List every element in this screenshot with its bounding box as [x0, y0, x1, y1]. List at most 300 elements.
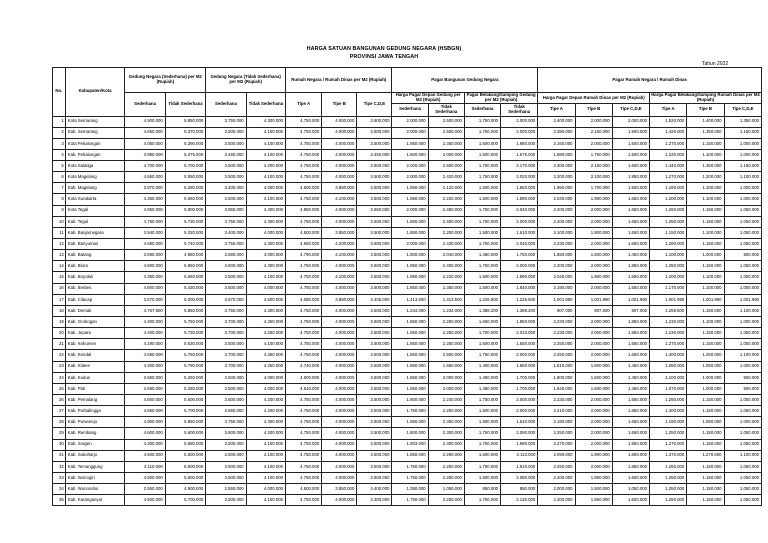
price-cell: 1.650.000 — [612, 395, 649, 406]
row-number-cell: 28 — [53, 417, 66, 428]
price-cell: 1.950.000 — [538, 183, 575, 194]
price-cell: 3.500.000 — [206, 127, 246, 138]
price-cell: 1.220.000 — [650, 149, 687, 160]
price-cell: 4.300.000 — [246, 216, 285, 227]
price-cell: 1.100.000 — [687, 317, 724, 328]
price-cell: 4.000.000 — [322, 417, 357, 428]
price-cell: 5.660.000 — [165, 272, 205, 283]
price-cell: 3.500.000 — [357, 395, 392, 406]
price-cell: 1.950.000 — [575, 473, 612, 484]
table-row — [53, 161, 762, 172]
price-cell: 1.000.000 — [724, 283, 761, 294]
price-cell: 3.500.000 — [206, 439, 246, 450]
price-cell: 1.050.000 — [724, 216, 761, 227]
price-cell: 1.850.000 — [392, 372, 428, 383]
price-cell: 1.850.000 — [392, 283, 428, 294]
price-cell: 1.000.000 — [687, 372, 724, 383]
table-row — [53, 261, 762, 272]
price-cell: 2.230.000 — [538, 317, 575, 328]
price-cell: 2.500.000 — [428, 116, 464, 127]
price-cell: 4.000.000 — [322, 149, 357, 160]
price-cell: 1.600.000 — [612, 161, 649, 172]
price-cell: 1.001.990 — [724, 294, 761, 305]
price-cell: 4.100.000 — [246, 439, 285, 450]
price-cell: 1.800.000 — [392, 428, 428, 439]
price-cell: 3.500.000 — [206, 383, 246, 394]
price-cell: 2.250.000 — [538, 428, 575, 439]
price-cell: 1.050.000 — [650, 361, 687, 372]
table-row — [53, 450, 762, 461]
price-cell: 2.220.000 — [428, 272, 464, 283]
price-cell: 1.200.000 — [650, 272, 687, 283]
price-cell: 1.070.000 — [650, 383, 687, 394]
table-row — [53, 417, 762, 428]
price-cell: 1.050.000 — [724, 227, 761, 238]
price-cell: 1.250.000 — [650, 495, 687, 506]
header-tidak-sederhana: Tidak Sederhana — [428, 104, 464, 117]
price-cell: 4.750.000 — [286, 127, 322, 138]
price-cell: 5.850.000 — [165, 305, 205, 316]
header-tipe-a: Tipe A — [538, 104, 575, 117]
price-cell: 4.000.000 — [322, 439, 357, 450]
price-cell: 1.259.500 — [650, 305, 687, 316]
price-cell: 1.150.000 — [687, 239, 724, 250]
price-cell: 4.750.000 — [286, 283, 322, 294]
price-cell: 2.000.000 — [501, 116, 538, 127]
table-row — [53, 372, 762, 383]
row-number-cell: 26 — [53, 395, 66, 406]
price-cell: 1.150.000 — [687, 328, 724, 339]
price-cell: 1.750.000 — [501, 250, 538, 261]
price-cell: 4.000.000 — [322, 116, 357, 127]
price-cell: 1.150.000 — [650, 227, 687, 238]
price-cell: 2.000.000 — [575, 328, 612, 339]
price-cell: 5.790.000 — [165, 361, 205, 372]
price-cell: 4.400.000 — [246, 205, 285, 216]
price-cell: 900.000 — [724, 372, 761, 383]
price-cell: 4.080.000 — [286, 294, 322, 305]
kabupaten-cell: Kab. Semarang — [65, 127, 125, 138]
price-cell: 1.600.000 — [464, 473, 500, 484]
price-cell: 2.000.000 — [392, 116, 428, 127]
price-cell: 4.790.000 — [286, 250, 322, 261]
price-cell: 1.950.000 — [575, 495, 612, 506]
price-cell: 1.050.000 — [392, 484, 428, 495]
price-cell: 2.500.000 — [428, 127, 464, 138]
price-cell: 5.600.000 — [165, 395, 205, 406]
document-title: HARGA SATUAN BANGUNAN GEDUNG NEGARA (HSBGN) — [306, 46, 462, 52]
price-cell: 1.950.000 — [501, 317, 538, 328]
price-cell: 4.200.000 — [246, 395, 285, 406]
price-cell: 4.000.000 — [246, 283, 285, 294]
price-cell: 4.900.000 — [125, 417, 165, 428]
price-cell: 3.500.000 — [206, 339, 246, 350]
price-cell: 1.000.000 — [724, 194, 761, 205]
table-body — [53, 116, 762, 506]
price-cell: 4.000.000 — [322, 473, 357, 484]
price-cell: 1.910.000 — [501, 461, 538, 472]
price-cell: 1.150.000 — [724, 127, 761, 138]
price-cell: 1.000.000 — [724, 317, 761, 328]
price-cell: 2.250.000 — [428, 461, 464, 472]
price-cell: 2.090.000 — [501, 428, 538, 439]
price-cell: 2.150.000 — [575, 127, 612, 138]
price-cell: 1.850.000 — [392, 317, 428, 328]
price-cell: 4.750.000 — [286, 439, 322, 450]
price-cell: 2.000.000 — [501, 216, 538, 227]
price-cell: 3.400.000 — [206, 227, 246, 238]
price-cell: 1.050.000 — [612, 484, 649, 495]
price-cell: 1.250.000 — [650, 261, 687, 272]
price-cell: 1.700.000 — [501, 372, 538, 383]
price-cell: 1.440.000 — [650, 161, 687, 172]
price-cell: 1.150.000 — [687, 305, 724, 316]
table-row — [53, 172, 762, 183]
price-cell: 1.600.000 — [575, 361, 612, 372]
price-cell: 1.650.000 — [612, 417, 649, 428]
price-cell: 2.000.000 — [575, 350, 612, 361]
price-cell: 4.100.000 — [246, 473, 285, 484]
price-cell: 2.000.000 — [392, 172, 428, 183]
header-pagar-gedung: Pagar Bangunan Gedung Negara — [392, 68, 538, 93]
price-cell: 1.500.000 — [464, 149, 500, 160]
price-cell: 1.100.000 — [687, 227, 724, 238]
price-cell: 3.750.000 — [206, 239, 246, 250]
kabupaten-cell: Kab. Sukoharjo — [65, 450, 125, 461]
row-number-cell: 22 — [53, 350, 66, 361]
price-cell: 1.250.000 — [650, 473, 687, 484]
price-cell: 3.300.000 — [357, 495, 392, 506]
price-cell: 5.700.000 — [165, 406, 205, 417]
price-cell: 3.500.000 — [206, 172, 246, 183]
price-cell: 3.850.000 — [322, 183, 357, 194]
price-cell: 5.370.000 — [165, 127, 205, 138]
price-cell: 3.600.000 — [357, 361, 392, 372]
table-row — [53, 305, 762, 316]
price-cell: 1.270.000 — [650, 439, 687, 450]
price-cell: 2.500.000 — [428, 161, 464, 172]
price-cell: 4.000.000 — [246, 383, 285, 394]
row-number-cell: 4 — [53, 149, 66, 160]
price-cell: 3.750.000 — [206, 116, 246, 127]
row-number-cell: 13 — [53, 250, 66, 261]
price-cell: 1.001.990 — [612, 294, 649, 305]
price-cell: 4.660.000 — [125, 172, 165, 183]
price-cell: 1.600.000 — [464, 450, 500, 461]
price-cell: 1.050.000 — [724, 261, 761, 272]
price-cell: 3.500.000 — [206, 138, 246, 149]
row-number-cell: 31 — [53, 450, 66, 461]
price-cell: 4.200.000 — [246, 428, 285, 439]
table-row — [53, 406, 762, 417]
price-cell: 3.650.000 — [206, 406, 246, 417]
price-cell: 2.290.000 — [428, 450, 464, 461]
price-cell: 1.370.000 — [650, 450, 687, 461]
price-cell: 1.450.000 — [612, 250, 649, 261]
price-cell: 2.000.000 — [428, 372, 464, 383]
price-cell: 1.050.000 — [724, 406, 761, 417]
price-cell: 1.050.000 — [724, 428, 761, 439]
price-cell: 4.750.000 — [286, 395, 322, 406]
price-cell: 1.880.000 — [538, 149, 575, 160]
price-cell: 2.100.000 — [575, 172, 612, 183]
price-cell: 3.650.000 — [357, 205, 392, 216]
price-cell: 4.000.000 — [322, 495, 357, 506]
price-cell: 3.990.000 — [125, 149, 165, 160]
price-cell: 3.750.000 — [206, 417, 246, 428]
price-cell: 1.388.200 — [464, 305, 500, 316]
price-cell: 2.000.000 — [575, 239, 612, 250]
price-cell: 1.600.000 — [612, 495, 649, 506]
kabupaten-cell: Kota Semarang — [65, 116, 125, 127]
price-cell: 5.390.000 — [165, 138, 205, 149]
price-cell: 1.850.000 — [612, 461, 649, 472]
price-cell: 1.150.000 — [687, 461, 724, 472]
price-cell: 3.600.000 — [357, 350, 392, 361]
price-cell: 1.250.000 — [650, 484, 687, 495]
price-cell: 2.230.000 — [538, 395, 575, 406]
price-cell: 4.000.000 — [246, 484, 285, 495]
price-cell: 1.800.000 — [575, 227, 612, 238]
price-cell: 4.750.000 — [286, 406, 322, 417]
kabupaten-cell: Kab. Kebumen — [65, 339, 125, 350]
price-cell: 4.400.000 — [125, 361, 165, 372]
price-cell: 2.000.000 — [428, 383, 464, 394]
document-subtitle: PROVINSI JAWA TENGAH — [349, 54, 419, 60]
row-number-cell: 32 — [53, 461, 66, 472]
price-cell: 4.000.000 — [322, 317, 357, 328]
price-cell: 4.300.000 — [246, 116, 285, 127]
table-row — [53, 216, 762, 227]
price-cell: 2.270.000 — [538, 439, 575, 450]
price-cell: 4.500.000 — [125, 450, 165, 461]
price-cell: 4.000.000 — [322, 350, 357, 361]
row-number-cell: 35 — [53, 495, 66, 506]
price-cell: 1.270.000 — [650, 138, 687, 149]
price-cell: 1.226.500 — [501, 294, 538, 305]
price-cell: 5.750.000 — [165, 350, 205, 361]
kabupaten-cell: Kab. Grobogan — [65, 317, 125, 328]
price-cell: 4.000.000 — [246, 227, 285, 238]
price-cell: 907.000 — [612, 305, 649, 316]
price-cell: 2.000.000 — [612, 116, 649, 127]
price-cell: 4.200.000 — [246, 406, 285, 417]
price-cell: 5.730.000 — [165, 216, 205, 227]
price-cell: 3.500.000 — [357, 428, 392, 439]
price-cell: 3.600.000 — [357, 339, 392, 350]
row-number-cell: 33 — [53, 473, 66, 484]
price-cell: 4.750.000 — [286, 450, 322, 461]
price-cell: 4.500.000 — [125, 473, 165, 484]
price-cell: 2.200.000 — [538, 172, 575, 183]
price-cell: 2.200.000 — [538, 205, 575, 216]
row-number-cell: 17 — [53, 294, 66, 305]
kabupaten-cell: Kab. Banjarnegara — [65, 227, 125, 238]
price-cell: 4.100.000 — [322, 272, 357, 283]
price-cell: 3.940.000 — [125, 227, 165, 238]
price-cell: 1.450.000 — [464, 250, 500, 261]
price-cell: 2.000.000 — [575, 116, 612, 127]
price-cell: 4.000.000 — [322, 328, 357, 339]
price-cell: 4.000.000 — [322, 261, 357, 272]
price-cell: 1.270.000 — [650, 172, 687, 183]
price-cell: 2.000.000 — [392, 239, 428, 250]
price-cell: 1.800.000 — [612, 450, 649, 461]
price-cell: 1.050.000 — [724, 473, 761, 484]
price-cell: 1.650.000 — [612, 194, 649, 205]
price-cell: 1.750.000 — [464, 395, 500, 406]
header-no: No. — [53, 68, 66, 117]
row-number-cell: 23 — [53, 361, 66, 372]
price-cell: 1.750.000 — [464, 205, 500, 216]
price-cell: 4.300.000 — [246, 261, 285, 272]
price-cell: 1.200.000 — [650, 194, 687, 205]
price-cell: 4.400.000 — [125, 317, 165, 328]
price-cell: 4.750.000 — [286, 149, 322, 160]
kabupaten-cell: Kota Magelang — [65, 172, 125, 183]
table-row — [53, 461, 762, 472]
row-number-cell: 10 — [53, 216, 66, 227]
price-cell: 1.750.000 — [464, 172, 500, 183]
price-cell: 1.600.000 — [575, 372, 612, 383]
price-cell: 1.150.000 — [687, 216, 724, 227]
price-cell: 1.150.000 — [687, 339, 724, 350]
price-cell: 3.500.000 — [206, 495, 246, 506]
price-cell: 4.750.000 — [286, 495, 322, 506]
price-cell: 1.650.000 — [612, 239, 649, 250]
price-cell: 3.750.000 — [206, 216, 246, 227]
price-cell: 3.590.000 — [206, 250, 246, 261]
row-number-cell: 30 — [53, 439, 66, 450]
row-number-cell: 16 — [53, 283, 66, 294]
price-cell: 4.300.000 — [246, 305, 285, 316]
price-cell: 4.740.000 — [286, 361, 322, 372]
price-cell: 1.050.000 — [428, 484, 464, 495]
price-cell: 5.320.000 — [165, 227, 205, 238]
price-cell: 1.980.000 — [501, 439, 538, 450]
header-sederhana: Sederhana — [464, 104, 500, 117]
price-cell: 2.010.000 — [501, 328, 538, 339]
price-cell: 4.000.000 — [246, 250, 285, 261]
price-cell: 1.050.000 — [724, 395, 761, 406]
row-number-cell: 9 — [53, 205, 66, 216]
table-row — [53, 127, 762, 138]
row-number-cell: 5 — [53, 161, 66, 172]
price-cell: 1.190.000 — [650, 417, 687, 428]
price-cell: 4.000.000 — [322, 361, 357, 372]
price-cell: 1.750.000 — [392, 495, 428, 506]
price-cell: 3.600.000 — [357, 317, 392, 328]
price-cell: 2.000.000 — [501, 261, 538, 272]
price-cell: 5.430.000 — [165, 283, 205, 294]
price-cell: 1.270.000 — [687, 450, 724, 461]
price-cell: 1.000.000 — [724, 417, 761, 428]
price-cell: 2.040.000 — [501, 239, 538, 250]
row-number-cell: 12 — [53, 239, 66, 250]
price-cell: 1.750.000 — [464, 495, 500, 506]
kabupaten-cell: Kota Surakarta — [65, 194, 125, 205]
price-cell: 5.500.000 — [165, 461, 205, 472]
price-cell: 2.250.000 — [538, 339, 575, 350]
price-cell: 2.220.000 — [428, 194, 464, 205]
price-cell: 4.600.000 — [286, 372, 322, 383]
price-cell: 1.900.000 — [612, 127, 649, 138]
kabupaten-cell: Kab. Cilacap — [65, 294, 125, 305]
price-cell: 4.000.000 — [322, 283, 357, 294]
price-cell: 1.980.000 — [501, 138, 538, 149]
price-cell: 4.000.000 — [322, 372, 357, 383]
price-cell: 4.100.000 — [246, 138, 285, 149]
kabupaten-cell: Kab. Rembang — [65, 428, 125, 439]
price-cell: 1.650.000 — [612, 350, 649, 361]
price-cell: 2.200.000 — [538, 261, 575, 272]
price-cell: 4.750.000 — [286, 328, 322, 339]
table-row — [53, 283, 762, 294]
price-cell: 1.000.000 — [687, 383, 724, 394]
header-sederhana: Sederhana — [206, 93, 246, 117]
price-cell: 2.390.000 — [538, 127, 575, 138]
header-pagar-rumah-depan: Harga Pagar Depan Rumah Dinas per M2 (Rupiah) — [538, 93, 650, 104]
price-cell: 1.600.000 — [464, 339, 500, 350]
price-cell: 1.100.000 — [650, 250, 687, 261]
price-cell: 1.850.000 — [392, 339, 428, 350]
price-cell: 1.850.000 — [612, 261, 649, 272]
price-cell: 1.413.500 — [428, 294, 464, 305]
price-cell: 1.350.000 — [687, 127, 724, 138]
row-number-cell: 14 — [53, 261, 66, 272]
price-cell: 1.050.000 — [687, 361, 724, 372]
price-cell: 1.100.000 — [724, 305, 761, 316]
price-cell: 1.500.000 — [464, 183, 500, 194]
price-cell: 1.520.000 — [650, 116, 687, 127]
price-cell: 4.250.000 — [246, 350, 285, 361]
price-cell: 1.810.000 — [538, 361, 575, 372]
price-cell: 850.000 — [501, 484, 538, 495]
price-cell: 1.850.000 — [392, 183, 428, 194]
price-cell: 1.700.000 — [464, 328, 500, 339]
price-cell: 1.500.000 — [464, 283, 500, 294]
price-cell: 1.750.000 — [575, 149, 612, 160]
kabupaten-cell: Kab. Wonogiri — [65, 473, 125, 484]
table-row — [53, 361, 762, 372]
price-cell: 2.230.000 — [538, 239, 575, 250]
row-number-cell: 8 — [53, 194, 66, 205]
price-cell: 1.180.000 — [650, 183, 687, 194]
price-cell: 2.000.000 — [575, 417, 612, 428]
price-cell: 2.550.000 — [206, 484, 246, 495]
price-cell: 4.000.000 — [322, 383, 357, 394]
price-cell: 1.260.000 — [650, 205, 687, 216]
kabupaten-cell: Kab. Batang — [65, 250, 125, 261]
price-cell: 5.630.000 — [165, 339, 205, 350]
price-cell: 1.850.000 — [392, 227, 428, 238]
price-cell: 2.040.000 — [501, 205, 538, 216]
price-cell: 2.200.000 — [428, 227, 464, 238]
kabupaten-cell: Kab. Brebes — [65, 283, 125, 294]
price-cell: 1.750.000 — [464, 428, 500, 439]
price-cell: 1.350.000 — [724, 116, 761, 127]
price-cell: 4.750.000 — [286, 261, 322, 272]
price-cell: 4.750.000 — [286, 161, 322, 172]
price-cell: 4.000.000 — [322, 428, 357, 439]
price-cell: 5.375.000 — [165, 149, 205, 160]
price-cell: 1.250.000 — [687, 350, 724, 361]
row-number-cell: 7 — [53, 183, 66, 194]
price-cell: 1.650.000 — [612, 339, 649, 350]
price-cell: 1.500.000 — [612, 149, 649, 160]
price-cell: 2.240.000 — [428, 395, 464, 406]
price-cell: 4.000.000 — [322, 172, 357, 183]
